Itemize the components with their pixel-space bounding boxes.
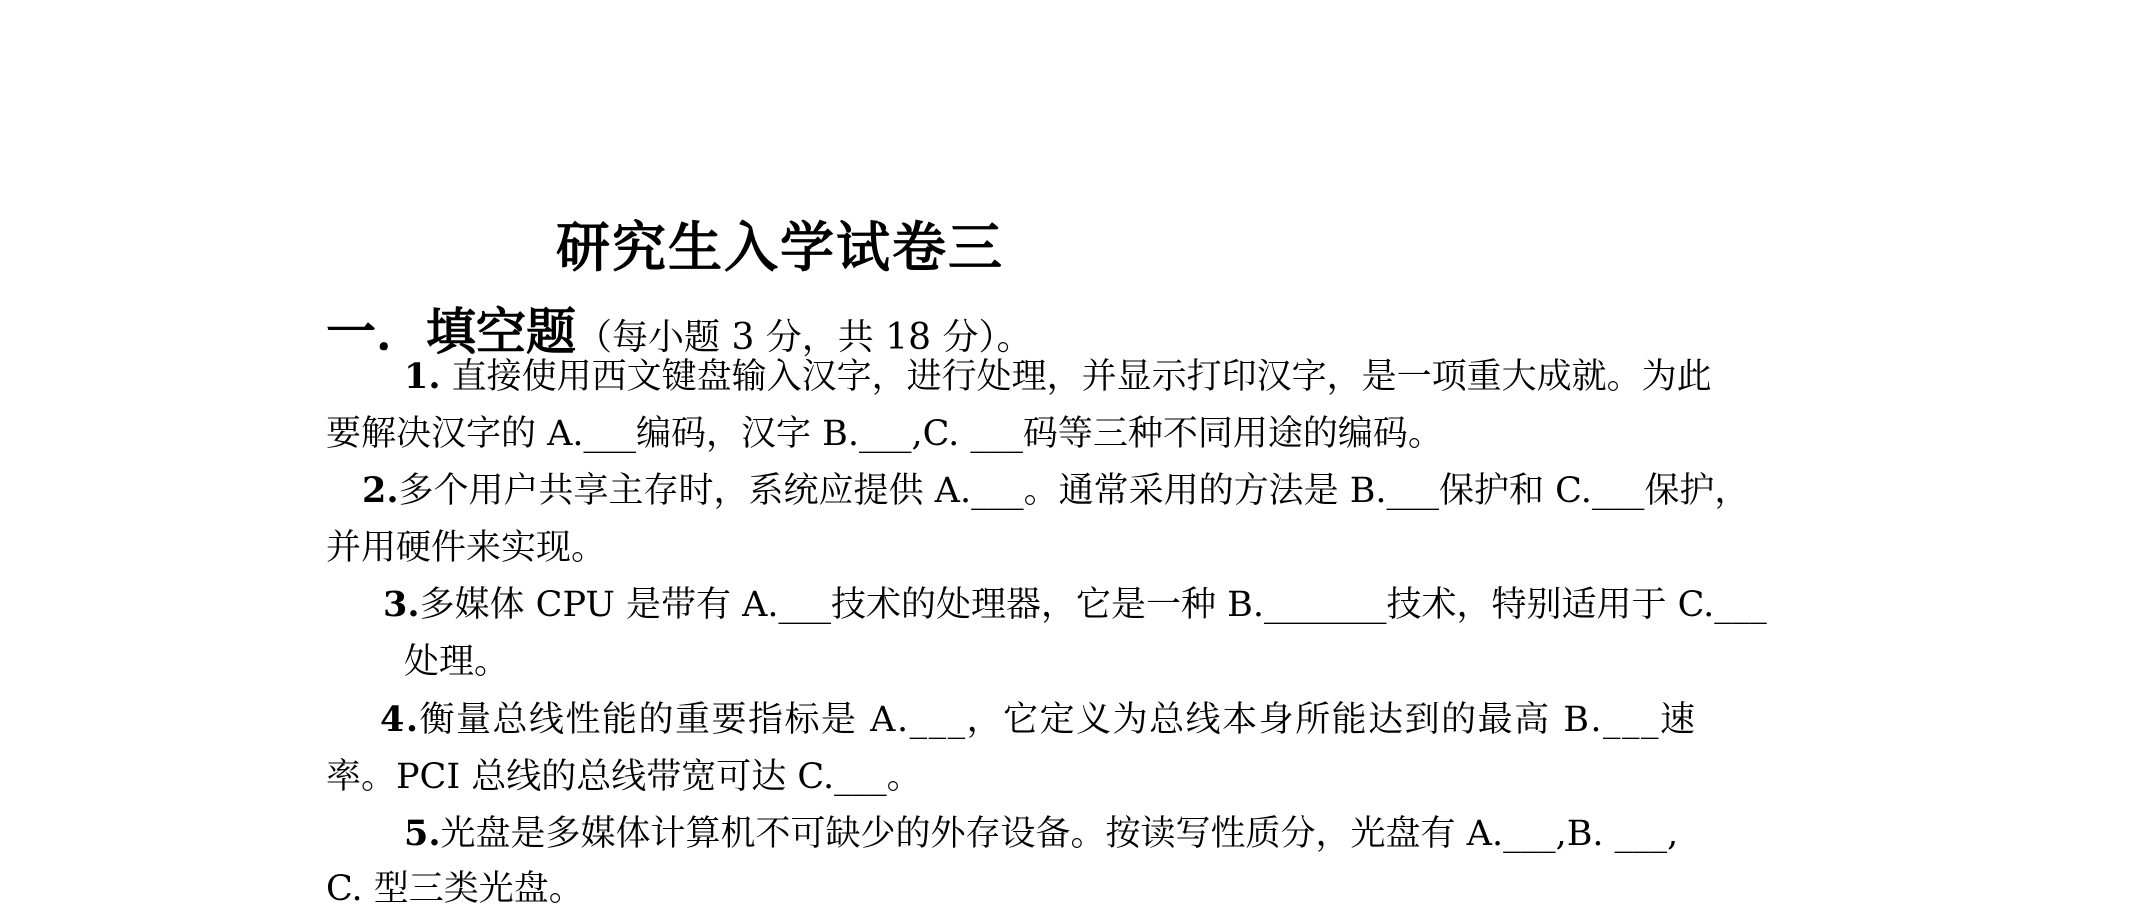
question-1-text-1: 直接使用西文键盘输入汉字，进行处理，并显示打印汉字，是一项重大成就。为此 <box>440 357 1712 397</box>
question-2-text-1: 多个用户共享主存时，系统应提供 A.___。通常采用的方法是 B.___保护和 C.___保护， <box>398 471 1750 511</box>
question-2-number: 2. <box>362 470 399 511</box>
question-4-line-1 <box>380 699 1697 741</box>
question-3-line-2: 处理。 <box>404 642 510 682</box>
question-1-line-1 <box>404 356 1712 398</box>
question-4-line-2: 率。PCI 总线的总线带宽可达 C.___。 <box>326 757 922 797</box>
question-1-line-2: 要解决汉字的 A.___编码，汉字 B.___,C. ___码等三种不同用途的编码。 <box>326 414 1443 454</box>
question-3-line-1 <box>383 584 1767 626</box>
section-heading <box>326 292 1033 364</box>
question-5-line-1 <box>404 813 1678 855</box>
section-heading-label: 一．填空题 <box>326 302 576 361</box>
question-5-number: 5. <box>404 813 441 854</box>
question-1-number: 1. <box>404 356 441 397</box>
question-5-text-1: 光盘是多媒体计算机不可缺少的外存设备。按读写性质分，光盘有 A.___,B. ___, <box>440 814 1679 854</box>
exam-title: 研究生入学试卷三 <box>556 215 1004 279</box>
question-5-line-2: C. 型三类光盘。 <box>326 869 584 909</box>
question-3-number: 3. <box>383 584 420 625</box>
question-2-line-1 <box>362 470 1749 512</box>
question-4-text-1: 衡量总线性能的重要指标是 A.___，它定义为总线本身所能达到的最高 B.___速 <box>419 700 1697 740</box>
question-2-line-2: 并用硬件来实现。 <box>326 528 607 568</box>
question-3-text-1: 多媒体 CPU 是带有 A.___技术的处理器，它是一种 B._______技术，特别适用于 C.___ <box>419 585 1767 625</box>
question-4-number: 4. <box>380 699 420 740</box>
section-heading-note: （每小题 3 分，共 18 分）。 <box>576 317 1033 358</box>
